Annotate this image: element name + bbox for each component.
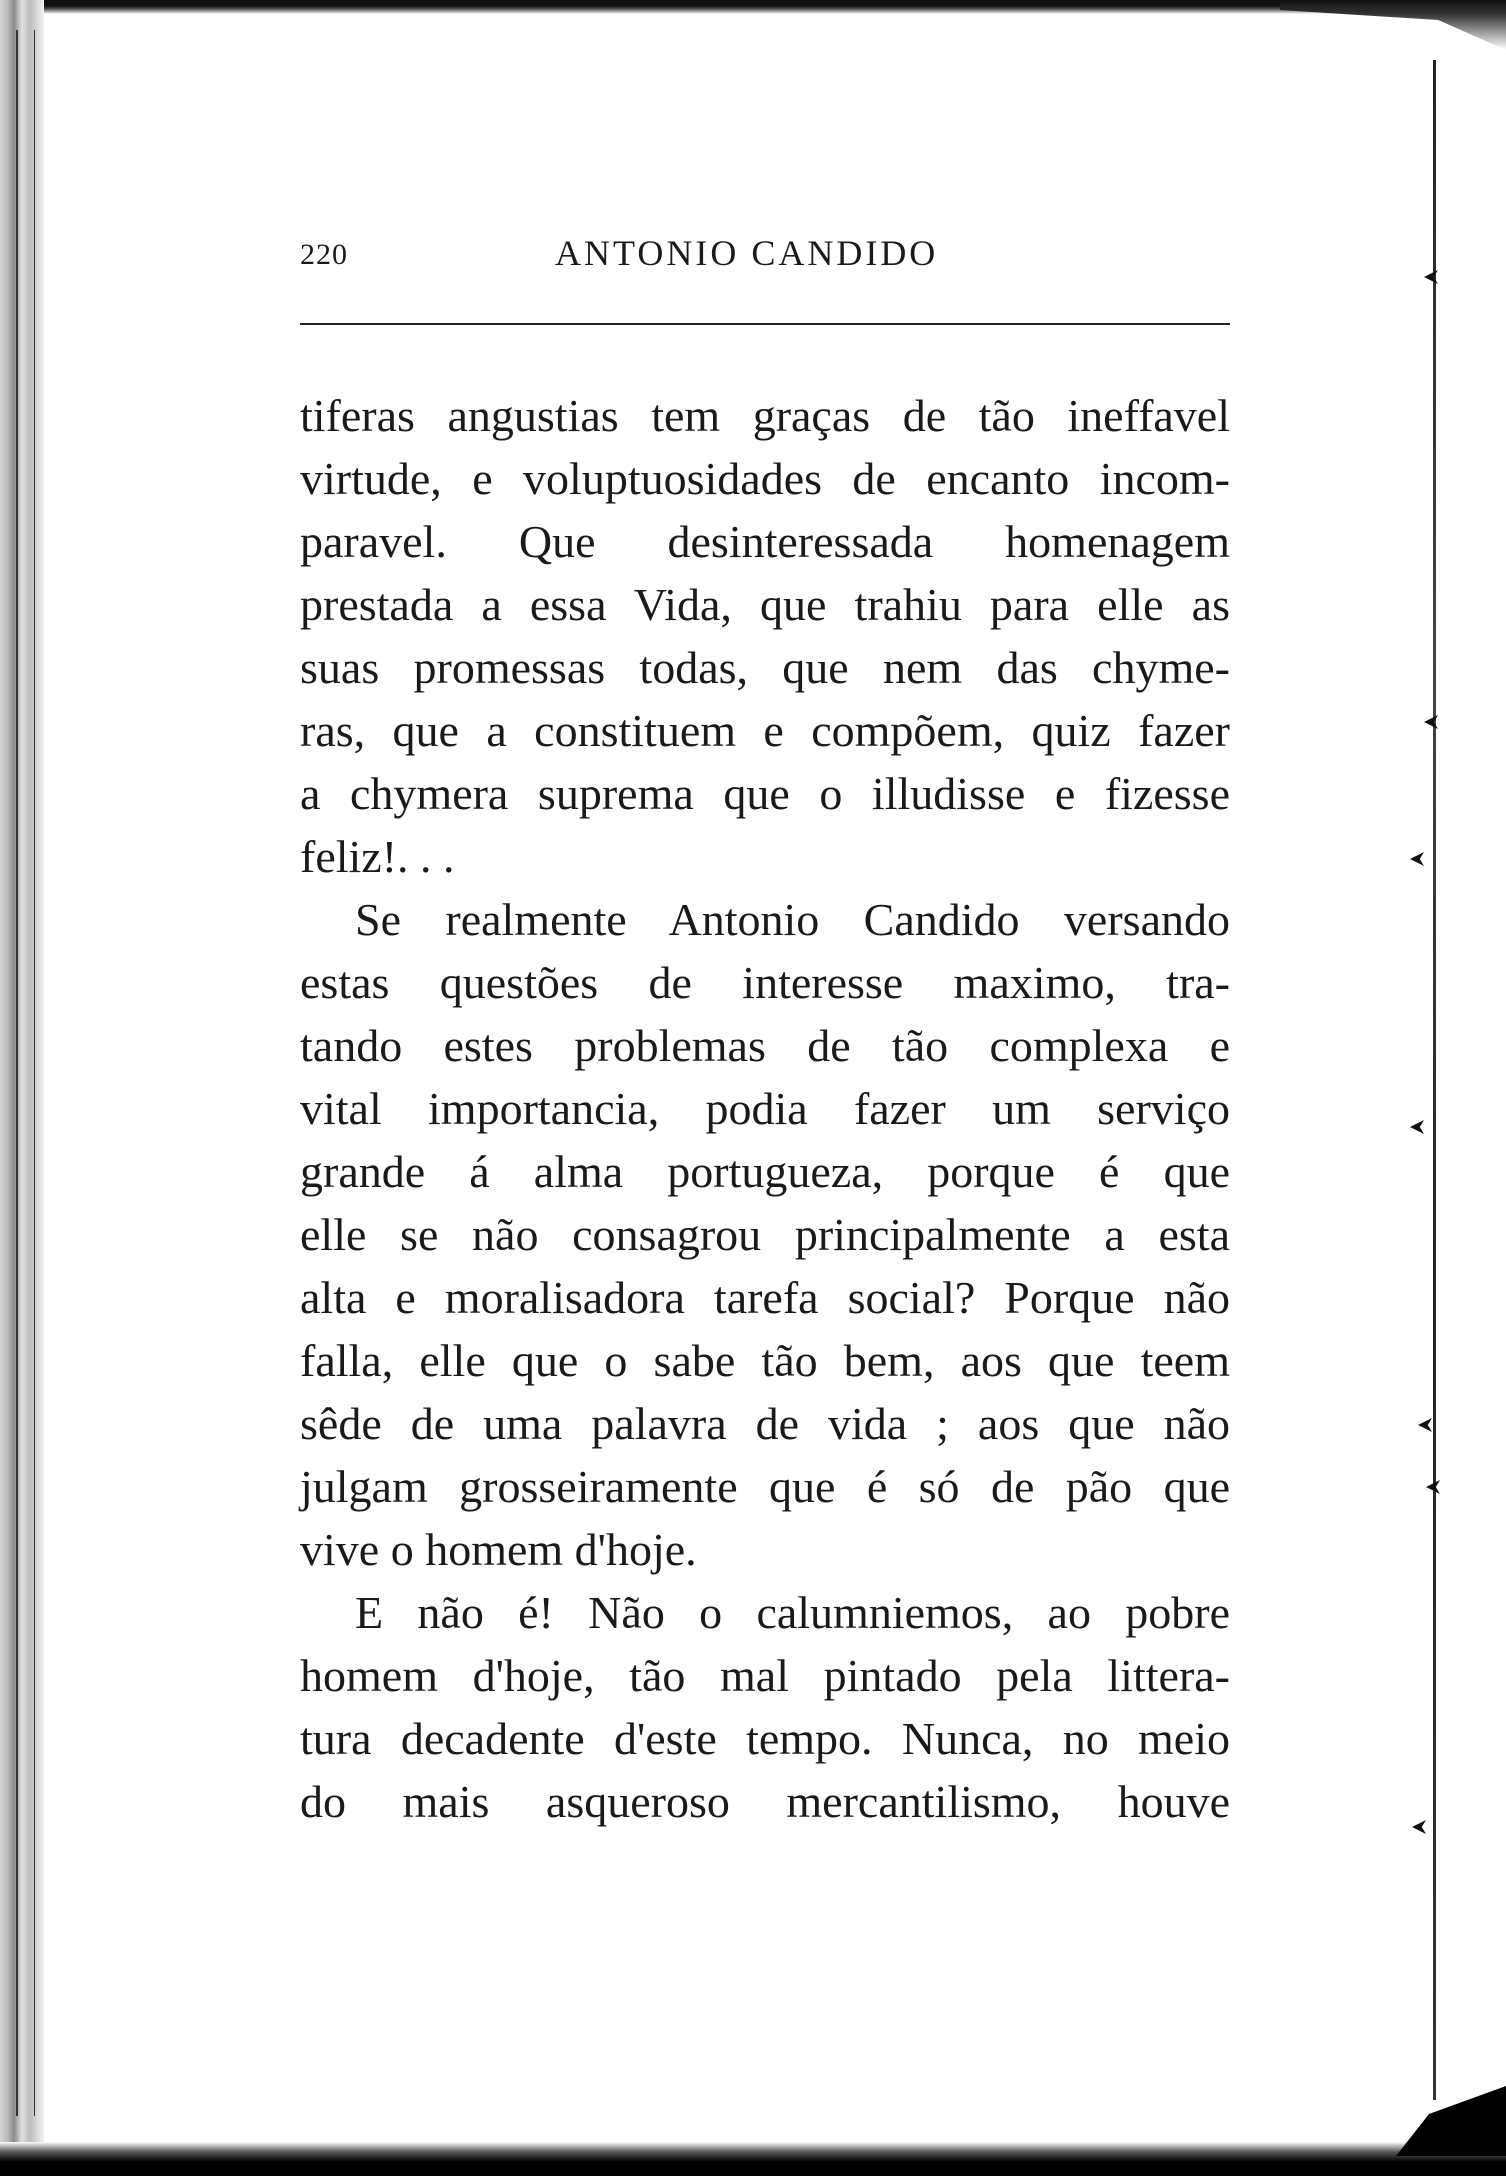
- text-line: paravel. Que desinteressada homenagem: [300, 516, 1230, 567]
- text-line: vive o homem d'hoje.: [300, 1524, 697, 1575]
- text-line: tiferas angustias tem graças de tão ineffavel: [300, 390, 1230, 441]
- body-text: [300, 384, 1230, 1833]
- scan-binding-gutter: [0, 0, 44, 2176]
- text-line: elle se não consagrou principalmente a esta: [300, 1209, 1230, 1260]
- text-line: suas promessas todas, que nem das chyme-: [300, 642, 1230, 693]
- text-line: falla, elle que o sabe tão bem, aos que teem: [300, 1335, 1230, 1386]
- scan-bottom-edge: [0, 2142, 1506, 2176]
- text-line: alta e moralisadora tarefa social? Porque não: [300, 1272, 1230, 1323]
- header-rule: [300, 323, 1230, 325]
- scan-right-edge: [1433, 60, 1436, 2100]
- text-line: julgam grosseiramente que é só de pão que: [300, 1461, 1230, 1512]
- text-line: ras, que a constituem e compõem, quiz fazer: [300, 705, 1230, 756]
- text-line: sêde de uma palavra de vida ; aos que não: [300, 1398, 1230, 1449]
- text-line: estas questões de interesse maximo, tra-: [300, 957, 1230, 1008]
- text-line: homem d'hoje, tão mal pintado pela littera-: [300, 1650, 1230, 1701]
- edge-mark: [1412, 1820, 1426, 1834]
- edge-mark: [1410, 852, 1424, 866]
- text-line: prestada a essa Vida, que trahiu para elle as: [300, 579, 1230, 630]
- text-line: E não é! Não o calumniemos, ao pobre: [355, 1587, 1230, 1638]
- text-line: a chymera suprema que o illudisse e fizesse: [300, 768, 1230, 819]
- edge-mark: [1418, 1418, 1432, 1432]
- gutter-line: [34, 30, 35, 2116]
- scan-page-curl: [1280, 0, 1506, 50]
- text-line: Se realmente Antonio Candido versando: [355, 894, 1230, 945]
- running-title: ANTONIO CANDIDO: [555, 233, 939, 273]
- text-line: feliz!. . .: [300, 831, 455, 882]
- text-line: vital importancia, podia fazer um serviço: [300, 1083, 1230, 1134]
- scan-bottom-shadow: [1396, 2086, 1506, 2156]
- text-line: tura decadente d'este tempo. Nunca, no meio: [300, 1713, 1230, 1764]
- running-head: [300, 232, 1230, 282]
- text-line: do mais asqueroso mercantilismo, houve: [300, 1776, 1230, 1827]
- text-line: tando estes problemas de tão complexa e: [300, 1020, 1230, 1071]
- gutter-line: [16, 30, 18, 2116]
- text-line: grande á alma portugueza, porque é que: [300, 1146, 1230, 1197]
- edge-mark: [1410, 1120, 1424, 1134]
- text-line: virtude, e voluptuosidades de encanto incom-: [300, 453, 1230, 504]
- page-number: 220: [300, 238, 348, 271]
